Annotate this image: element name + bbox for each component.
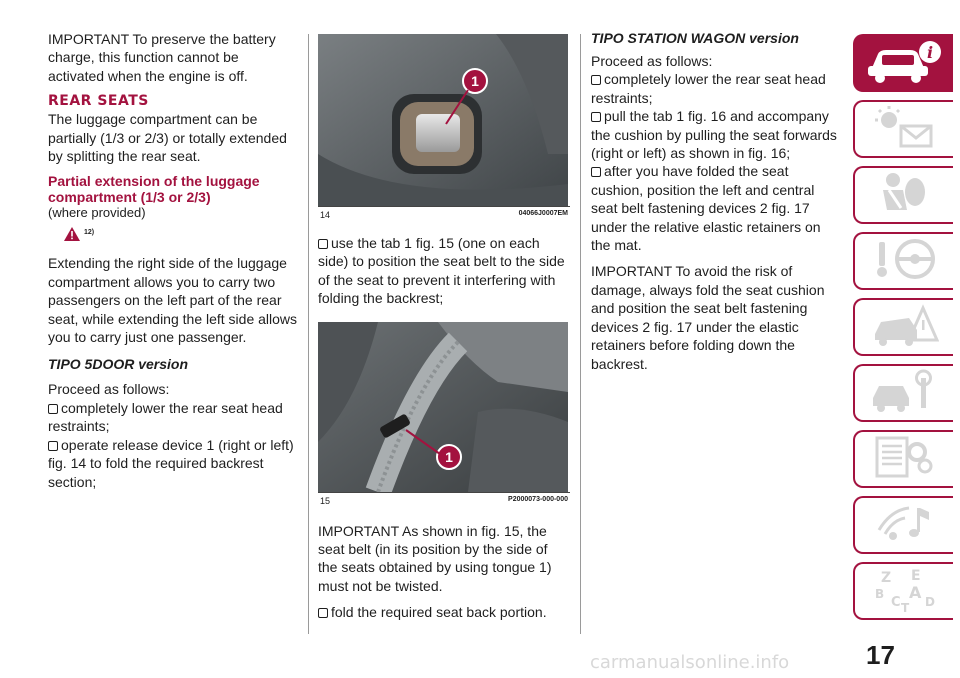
svg-text:A: A bbox=[909, 582, 922, 602]
rear-seats-heading: REAR SEATS bbox=[48, 93, 149, 110]
tab-multimedia[interactable] bbox=[853, 496, 953, 554]
warning-reference bbox=[64, 227, 298, 246]
svg-text:i: i bbox=[926, 42, 934, 62]
emergency-icon bbox=[869, 302, 939, 353]
page-number: 17 bbox=[866, 640, 895, 670]
index-icon bbox=[869, 566, 939, 617]
list-item: completely lower the rear seat head restraints; bbox=[48, 399, 283, 435]
svg-text:E: E bbox=[911, 567, 921, 584]
svg-text:C: C bbox=[891, 594, 901, 610]
checkbox-bullet-icon bbox=[591, 167, 601, 177]
tab-technical-data[interactable] bbox=[853, 430, 953, 488]
figure-15-image bbox=[318, 322, 568, 492]
tab-index[interactable] bbox=[853, 562, 953, 620]
starting-driving-icon bbox=[869, 236, 939, 287]
list-item: operate release device 1 (right or left) fig. 14 to fold the required backrest section; bbox=[48, 436, 294, 490]
important-battery-note: IMPORTANT To preserve the battery charge, this function cannot be activated when the engine is off. bbox=[48, 31, 276, 84]
column-divider bbox=[308, 34, 309, 634]
multimedia-icon bbox=[869, 500, 939, 551]
important-twist-note: IMPORTANT As shown in fig. 15, the seat belt (in its position by the side of the seats obtained by using tongue 1) must not be twisted. bbox=[318, 522, 552, 594]
column-middle bbox=[318, 30, 570, 622]
tab-lights-messages[interactable] bbox=[853, 100, 953, 158]
checkbox-bullet-icon bbox=[318, 608, 328, 618]
svg-text:T: T bbox=[901, 600, 910, 612]
figure-code: P2000073-000-000 bbox=[508, 495, 568, 503]
svg-text:B: B bbox=[875, 586, 885, 601]
callout-badge: 1 bbox=[462, 68, 488, 94]
proceed-label: Proceed as follows: bbox=[591, 53, 713, 69]
warning-ref-number: 12) bbox=[84, 229, 95, 237]
tipo-5door-heading: TIPO 5DOOR version bbox=[48, 356, 189, 373]
figure-14-caption bbox=[318, 206, 570, 222]
safety-airbag-icon bbox=[869, 170, 939, 221]
checkbox-bullet-icon bbox=[318, 239, 328, 249]
figure-code: 04066J0007EM bbox=[518, 210, 568, 217]
rear-seats-text: The luggage compartment can be partially (1/3 or 2/3) or totally extended by splitting the rear seat. bbox=[48, 111, 287, 165]
column-divider bbox=[580, 34, 581, 634]
extending-text: Extending the right side of the luggage compartment allows you to carry two passengers on the left part of the rear seat, while extending the left side allows you to carry just one passenger. bbox=[48, 255, 298, 346]
list-item: pull the tab 1 fig. 16 and accompany the cushion by pulling the seat forwards (right or left) as shown in fig. 16; bbox=[591, 108, 837, 162]
technical-data-icon bbox=[869, 434, 939, 485]
figure-15-caption bbox=[318, 492, 570, 508]
warning-triangle-icon bbox=[64, 227, 80, 246]
where-provided-note: (where provided) bbox=[48, 205, 146, 221]
column-right bbox=[591, 30, 841, 381]
svg-text:D: D bbox=[925, 594, 935, 609]
lights-messages-icon bbox=[869, 104, 939, 155]
tab-maintenance[interactable] bbox=[853, 364, 953, 422]
checkbox-bullet-icon bbox=[48, 404, 58, 414]
proceed-label: Proceed as follows: bbox=[48, 381, 170, 398]
column-left bbox=[48, 30, 298, 491]
list-item: completely lower the rear seat head restraints; bbox=[591, 71, 826, 106]
checkbox-bullet-icon bbox=[591, 75, 601, 85]
tab-starting-driving[interactable] bbox=[853, 232, 953, 290]
checkbox-bullet-icon bbox=[591, 112, 601, 122]
tab-safety[interactable] bbox=[853, 166, 953, 224]
maintenance-icon bbox=[869, 368, 939, 419]
tab-emergency[interactable] bbox=[853, 298, 953, 356]
figure-number: 15 bbox=[320, 495, 331, 506]
svg-text:Z: Z bbox=[881, 569, 892, 586]
figure-number: 14 bbox=[320, 210, 331, 220]
tab-car-info[interactable] bbox=[853, 34, 953, 92]
chapter-tabs bbox=[853, 34, 953, 628]
watermark: carmanualsonline.info bbox=[590, 652, 790, 673]
callout-badge: 1 bbox=[436, 444, 462, 470]
list-item: after you have folded the seat cushion, position the left and central seat belt fastening devices 2 fig. 17 under the relative elastic retainers on the mat. bbox=[591, 163, 821, 254]
partial-extension-heading: Partial extension of the luggage compartment (1/3 or 2/3) bbox=[48, 173, 260, 206]
figure-14-image bbox=[318, 34, 568, 206]
important-damage-note: IMPORTANT To avoid the risk of damage, always fold the seat cushion and position the seat belt fastening devices 2 fig. 17 under the elastic retainers before folding down the backrest. bbox=[591, 263, 825, 372]
station-wagon-heading: TIPO STATION WAGON version bbox=[591, 30, 799, 46]
list-item: fold the required seat back portion. bbox=[318, 603, 570, 621]
car-info-icon bbox=[864, 38, 944, 89]
list-item: use the tab 1 fig. 15 (one on each side) to position the seat belt to the side of the seat to prevent it interfering with folding the backrest; bbox=[318, 235, 565, 307]
checkbox-bullet-icon bbox=[48, 441, 58, 451]
